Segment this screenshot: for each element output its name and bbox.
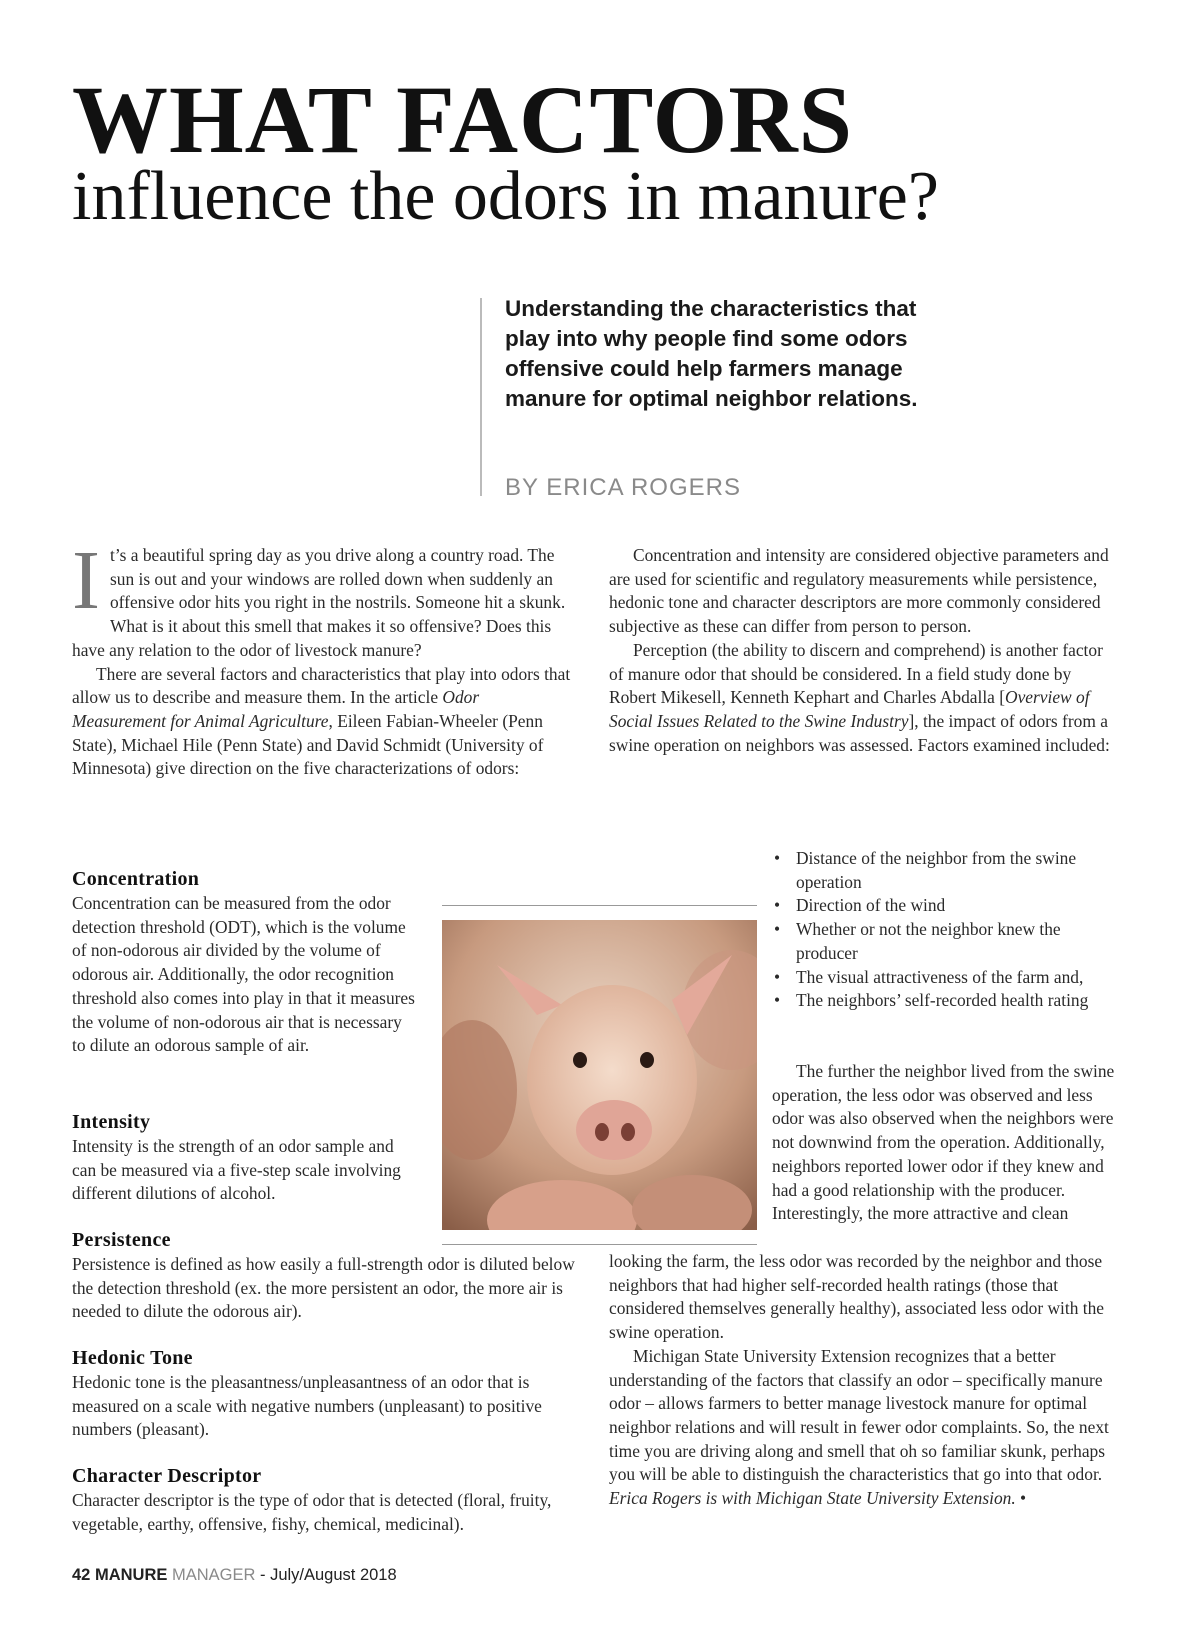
intensity-text: Intensity is the strength of an odor sample and can be measured via a five-step scale involving different dilutions of alcohol. xyxy=(72,1136,401,1204)
deck-divider xyxy=(480,298,482,496)
persistence-heading: Persistence xyxy=(72,1229,171,1251)
findings-text: The further the neighbor lived from the swine operation, the less odor was observed and less odor was also observed when the neighbors were not downwind from the operation. Additionally, neighbors reported lower odor if they knew and had a good relationship with the producer. Interestingly, the more attractive and clean xyxy=(772,1061,1115,1224)
page-number: 42 xyxy=(72,1566,91,1584)
list-item: • Direction of the wind xyxy=(772,894,1122,918)
right-paragraph-3b: looking the farm, the less odor was recorded by the neighbor and those neighbors that had higher self-recorded health ratings (those that considered themselves generally healthy), associated less odor with the swine operation. xyxy=(609,1251,1104,1343)
right-paragraph-2: Perception (the ability to discern and comprehend) is another factor of manure odor that should be considered. In a field study done by Robert Mikesell, Kenneth Kephart and Charles Abdalla [Overview of Social Issues Related to the Swine Industry], the impact of odors from a swine operation on neighbors was assessed. Factors examined included: xyxy=(609,639,1110,755)
issue-date: - July/August 2018 xyxy=(255,1566,397,1584)
study-title: Overview of Social Issues Related to the Swine Industry xyxy=(609,687,1090,731)
concentration-text: Concentration can be measured from the odor detection threshold (ODT), which is the volume of non-odorous air divided by the volume of odorous air. Additionally, the odor recognition threshold also comes into play in that it measures the volume of non-odorous air that is necessary to dilute an odorous sample of air. xyxy=(72,893,415,1056)
intro-block xyxy=(72,534,577,781)
magazine-brand-bold: MANURE xyxy=(94,1566,168,1584)
hedonic-text: Hedonic tone is the pleasantness/unpleasantness of an odor that is measured on a scale with negative numbers (unpleasant) to positive numbers (pleasant). xyxy=(72,1372,542,1440)
article-title: Odor Measurement for Animal Agriculture xyxy=(72,687,480,731)
persistence-text: Persistence is defined as how easily a full-strength odor is diluted below the detection threshold (ex. the more persistent an odor, the more air is needed to dilute the odorous air). xyxy=(72,1254,575,1322)
page-footer xyxy=(72,1566,397,1585)
right-column-lower xyxy=(609,1250,1119,1511)
intensity-heading: Intensity xyxy=(72,1111,151,1133)
hedonic-heading: Hedonic Tone xyxy=(72,1347,193,1369)
intro-paragraph-2: There are several factors and characteristics that play into odors that allow us to describe and measure them. In the article Odor Measurement for Animal Agriculture, Eileen Fabian-Wheeler (Penn State), Michael Hile (Penn State) and David Schmidt (University of Minnesota) give direction on the five characterizations of odors: xyxy=(72,663,571,779)
list-item: • Whether or not the neighbor knew the producer xyxy=(772,918,1122,965)
right-paragraph-3a xyxy=(772,1060,1122,1226)
list-item: • Distance of the neighbor from the swine operation xyxy=(772,847,1122,894)
list-item: • The visual attractiveness of the farm and, xyxy=(772,966,1122,990)
character-heading: Character Descriptor xyxy=(72,1465,262,1487)
concentration-heading: Concentration xyxy=(72,868,200,890)
right-column-upper xyxy=(609,544,1119,757)
section-intensity xyxy=(72,1109,417,1206)
intro-paragraph-1: t’s a beautiful spring day as you drive along a country road. The sun is out and your windows are rolled down when suddenly an offensive odor hits you right in the nostrils. Someone hit a skunk. What is it about this smell that makes it so offensive? Does this have any relation to the odor of livestock manure? xyxy=(72,545,566,660)
headline-sub: influence the odors in manure? xyxy=(72,158,939,235)
section-character-descriptor xyxy=(72,1463,577,1536)
photo-frame xyxy=(442,905,757,1245)
drop-cap: I xyxy=(72,534,100,627)
piglet-photo xyxy=(442,920,757,1230)
right-paragraph-1: Concentration and intensity are considered objective parameters and are used for scientific and regulatory measurements while persistence, hedonic tone and character descriptors are more commonly considered subjective as these can differ from person to person. xyxy=(609,545,1109,637)
headline-main: WHAT FACTORS xyxy=(72,66,854,173)
section-concentration xyxy=(72,866,417,1058)
right-paragraph-4: Michigan State University Extension recognizes that a better understanding of the factors that classify an odor – specifically manure odor – allows farmers to better manage livestock manure for optimal neighbor relations and will result in fewer odor complaints. So, the next time you are driving along and smell that oh so familiar skunk, perhaps you will be able to distinguish the characteristics that go into that odor. xyxy=(609,1345,1109,1485)
character-text: Character descriptor is the type of odor that is detected (floral, fruity, vegetable, earthy, offensive, fishy, chemical, medicinal). xyxy=(72,1490,552,1534)
byline: BY ERICA ROGERS xyxy=(505,474,741,501)
deck-text: Understanding the characteristics that play into why people find some odors offensive could help farmers manage manure for optimal neighbor relations. xyxy=(505,296,918,411)
end-mark: • xyxy=(1020,1488,1027,1509)
factors-list xyxy=(772,847,1122,1013)
section-hedonic-tone xyxy=(72,1345,577,1442)
author-note: Erica Rogers is with Michigan State University Extension. • xyxy=(609,1488,1027,1509)
magazine-brand-light: MANAGER xyxy=(171,1566,256,1584)
list-item: • The neighbors’ self-recorded health rating xyxy=(772,989,1122,1013)
